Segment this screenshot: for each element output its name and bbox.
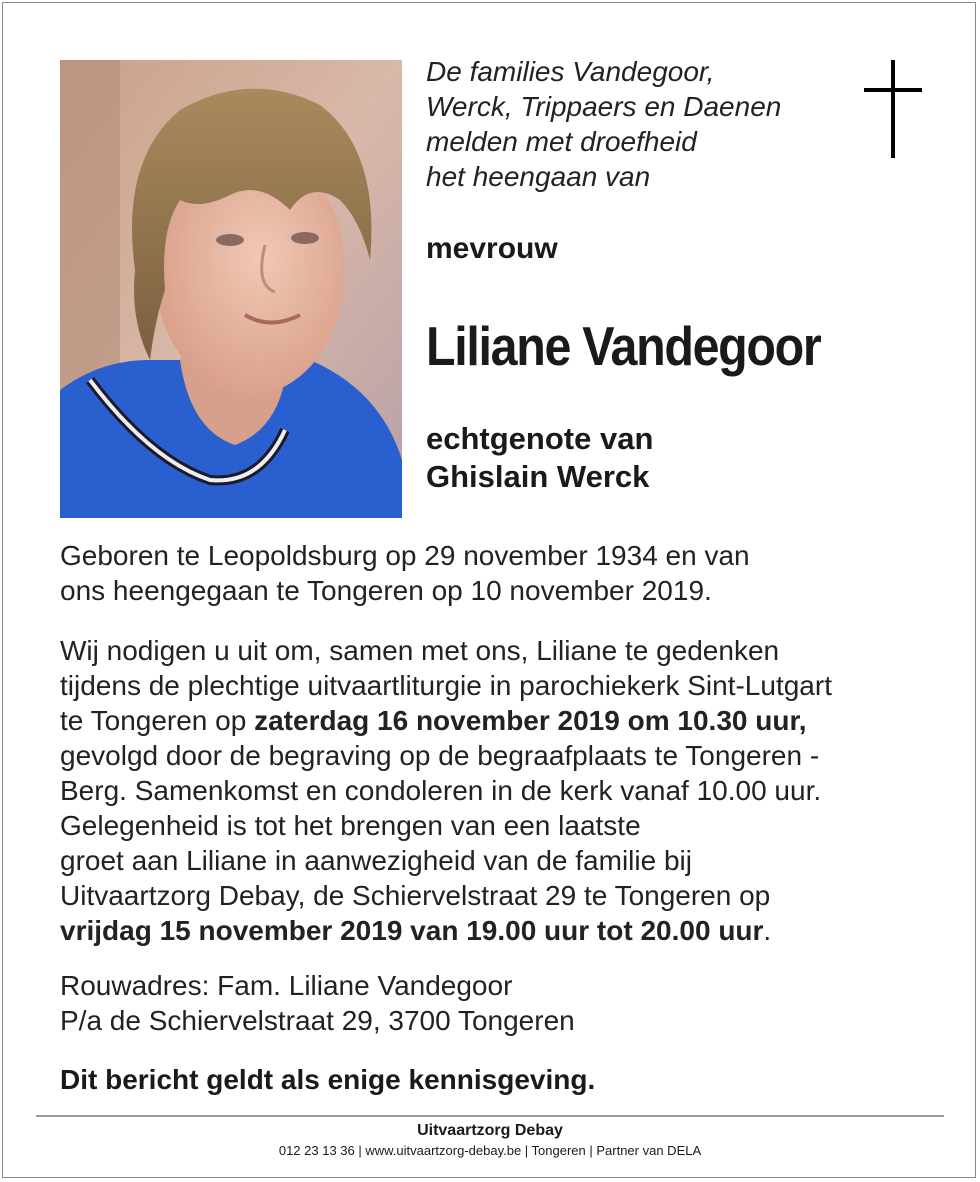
invitation-paragraph — [60, 633, 832, 948]
deceased-name: Liliane Vandegoor — [426, 315, 821, 377]
family-intro — [426, 54, 781, 194]
intro-line: het heengaan van — [426, 161, 651, 192]
address-paragraph — [60, 968, 575, 1038]
intro-line: melden met droefheid — [426, 126, 697, 157]
visitation-date: vrijdag 15 november 2019 van 19.00 uur tot 20.00 uur — [60, 915, 764, 946]
text-fragment: te Tongeren op — [60, 705, 255, 736]
text-line: Berg. Samenkomst en condoleren in de kerk vanaf 10.00 uur. — [60, 775, 822, 806]
notice-text: Dit bericht geldt als enige kennisgeving. — [60, 1064, 596, 1095]
text-line: Uitvaartzorg Debay, de Schiervelstraat 29 te Tongeren op — [60, 880, 771, 911]
text-line: Rouwadres: Fam. Liliane Vandegoor — [60, 970, 513, 1001]
text-line: gevolgd door de begraving op de begraafplaats te Tongeren - — [60, 740, 820, 771]
birth-death-paragraph — [60, 538, 750, 608]
intro-line: Werck, Trippaers en Daenen — [426, 91, 782, 122]
text-line: groet aan Liliane in aanwezigheid van de familie bij — [60, 845, 692, 876]
cross-icon — [864, 60, 922, 158]
text-line — [60, 913, 832, 948]
text-line: Gelegenheid is tot het brengen van een laatste — [60, 810, 641, 841]
footer-divider — [36, 1115, 944, 1117]
funeral-date: zaterdag 16 november 2019 om 10.30 uur, — [254, 705, 807, 736]
honorific: mevrouw — [426, 232, 558, 265]
text-line: ons heengegaan te Tongeren op 10 november 2019. — [60, 575, 712, 606]
intro-line: De families Vandegoor, — [426, 56, 715, 87]
text-line: tijdens de plechtige uitvaartliturgie in parochiekerk Sint-Lutgart — [60, 670, 832, 701]
spouse-line: echtgenote van — [426, 421, 654, 456]
text-line: P/a de Schiervelstraat 29, 3700 Tongeren — [60, 1005, 575, 1036]
text-line: Geboren te Leopoldsburg op 29 november 1934 en van — [60, 540, 750, 571]
portrait-photo — [60, 60, 402, 518]
footer-contact: 012 23 13 36 | www.uitvaartzorg-debay.be | Tongeren | Partner van DELA — [278, 1143, 702, 1158]
text-fragment: . — [763, 915, 772, 946]
text-line: Wij nodigen u uit om, samen met ons, Liliane te gedenken — [60, 635, 780, 666]
text-line — [60, 703, 832, 738]
spouse-block — [426, 420, 653, 496]
footer-company: Uitvaartzorg Debay — [417, 1122, 563, 1139]
spouse-line: Ghislain Werck — [426, 459, 650, 494]
